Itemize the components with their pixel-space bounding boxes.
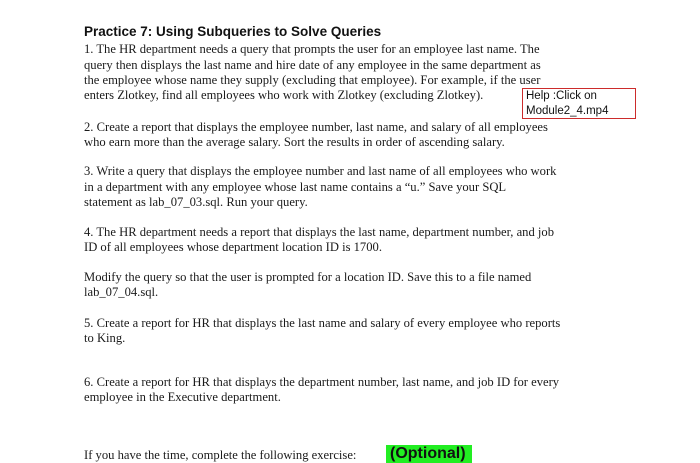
q5-line-2: to King. [84,331,126,345]
q1-line-2: query then displays the last name and hire date of any employee in the same department as [84,58,541,72]
q2-line-2: who earn more than the average salary. Sort the results in order of ascending salary. [84,135,505,149]
help-box-line-1: Help :Click on [526,90,597,102]
q2-line-1: 2. Create a report that displays the employee number, last name, and salary of all employees [84,120,548,134]
q3-line-2: in a department with any employee whose last name contains a “u.” Save your SQL [84,180,507,194]
q4-line-1: 4. The HR department needs a report that displays the last name, department number, and job [84,225,554,239]
optional-highlight: (Optional) [386,445,472,463]
q3-line-3: statement as lab_07_03.sql. Run your query. [84,195,308,209]
q5-line-1: 5. Create a report for HR that displays the last name and salary of every employee who reports [84,316,561,330]
help-box[interactable] [522,88,636,119]
q6-line-2: employee in the Executive department. [84,390,281,404]
q1-line-3: the employee whose name they supply (excluding that employee). For example, if the user [84,73,541,87]
q1-line-1: 1. The HR department needs a query that prompts the user for an employee last name. The [84,42,540,56]
help-box-line-2: Module2_4.mp4 [526,105,609,117]
practice-title: Practice 7: Using Subqueries to Solve Queries [84,24,382,39]
q3-line-1: 3. Write a query that displays the employee number and last name of all employees who work [84,164,557,178]
q4-modify-line-1: Modify the query so that the user is prompted for a location ID. Save this to a file named [84,270,532,284]
bottom-partial-line: If you have the time, complete the following exercise: [84,448,357,462]
q4-line-2: ID of all employees whose department location ID is 1700. [84,240,382,254]
q4-modify-line-2: lab_07_04.sql. [84,285,159,299]
q6-line-1: 6. Create a report for HR that displays the department number, last name, and job ID for every [84,375,560,389]
q1-line-4: enters Zlotkey, find all employees who work with Zlotkey (excluding Zlotkey). [84,88,484,102]
